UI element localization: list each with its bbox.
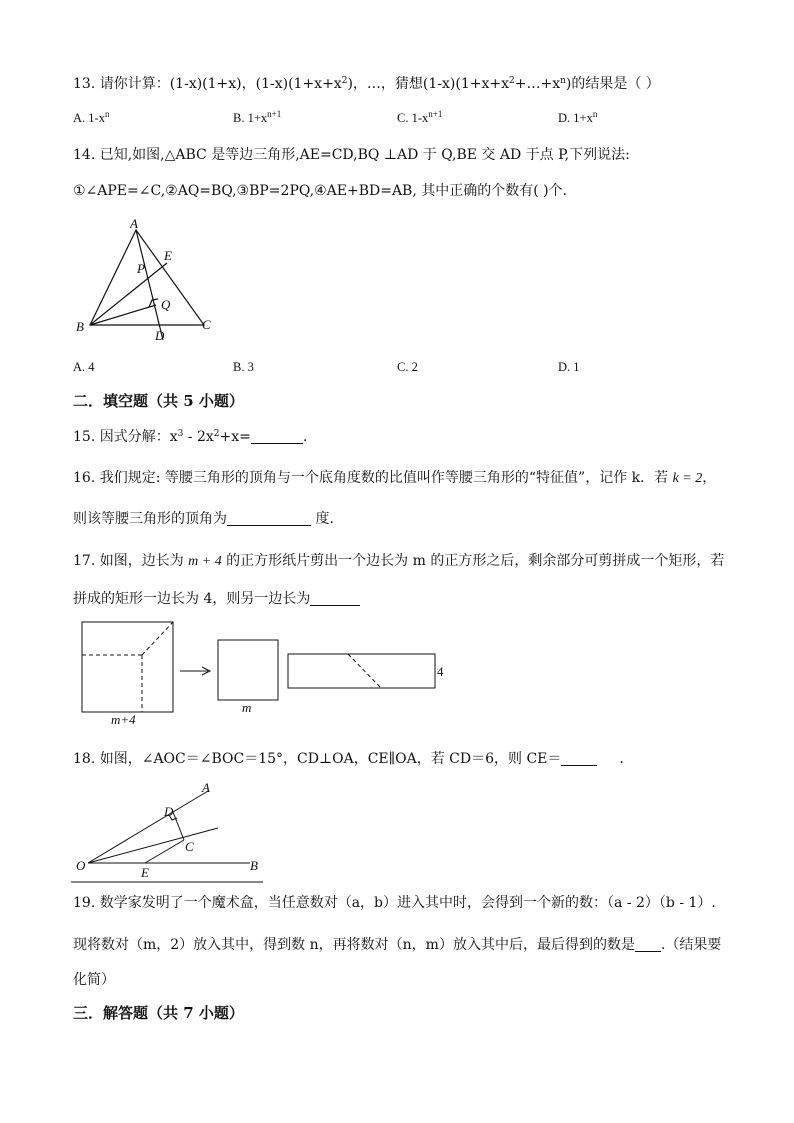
q14-label-p: P [137,261,145,276]
q19-answer-blank[interactable] [635,937,661,952]
q13-option-d: D. $1+x^n$ [558,109,598,125]
q14-option-d: D. 1 [558,360,580,374]
q18-label-e: E [141,865,149,880]
q14-option-c: C. 2 [397,360,418,374]
section-fill-in-heading: 二．填空题（共 5 小题） [73,392,244,410]
q14-label-q: Q [161,297,171,312]
q18-angle-figure [68,780,268,886]
q17-square-cut-figure [78,618,458,726]
q15-text: 15. 因式分解：$x^3 - 2x^2+x=$ . [73,429,308,445]
q18-label-c: C [185,839,194,854]
q18-answer-blank[interactable] [561,751,597,766]
q14-option-b: B. 3 [233,360,254,374]
q18-label-a: A [202,780,210,795]
q14-line2: ①∠APE=∠C,②AQ=BQ,③BP=2PQ,④AE+BD=AB, 其中正确的个数有( )个. [73,183,568,199]
q14-label-a: A [130,216,138,231]
q14-label-e: E [164,248,172,263]
q14-triangle-figure [70,215,230,345]
q19-line1: 19. 数学家发明了一个魔术盒，当任意数对（a，b）进入其中时，会得到一个新的数：（a - 2）（b - 1）. [73,895,716,911]
q18-label-b: B [250,858,258,873]
q19-line2: 现将数对（m，2）放入其中，得到数 n，再将数对（n，m）放入其中后，最后得到的数是 .（结果要 [73,937,722,953]
q17-answer-blank[interactable] [310,591,360,606]
q18-text: 18. 如图，∠AOC＝∠BOC＝15°，CD⊥OA，CE∥OA，若 CD＝6，则 CE＝ . [73,751,624,767]
q18-label-d: D [164,804,174,819]
q14-option-a: A. 4 [73,360,95,374]
q15-answer-blank[interactable] [251,429,303,444]
q13-text: 13. 请你计算：(1-x)(1+x)，$(1-x)(1+x+x^2)$，…，猜想$(1-x)(1+x+x^2+\dots+x^n)$的结果是（ ） [73,76,660,92]
q17-line2: 拼成的矩形一边长为 4，则另一边长为 [73,589,360,609]
q16-line1: 16. 我们规定: 等腰三角形的顶角与一个底角度数的比值叫作等腰三角形的“特征值”，记作 k．若 k = 2， [73,470,717,486]
q16-line2: 则该等腰三角形的顶角为 度. [73,511,334,527]
q17-label-m-plus-4: m+4 [111,712,136,726]
q14-label-d: D [155,328,165,343]
q19-line3: 化简） [73,972,115,988]
q14-label-b: B [76,319,84,334]
q18-label-o: O [76,858,86,873]
q13-option-c: C. $1-x^{n+1}$ [397,109,443,125]
q17-line1: 17. 如图，边长为 m + 4 的正方形纸片剪出一个边长为 m 的正方形之后，剩余部分可剪拼成一个矩形，若 [73,553,725,569]
section-answer-heading: 三．解答题（共 7 小题） [73,1004,244,1022]
q14-line1: 14. 已知,如图,△ABC 是等边三角形,AE=CD,BQ ⊥AD 于 Q,BE 交 AD 于点 P,下列说法: [73,147,630,163]
q16-answer-blank[interactable] [227,511,311,526]
q13-option-b: B. $1+x^{n+1}$ [233,109,282,125]
q17-label-4: 4 [437,664,444,679]
q13-option-a: A. $1-x^n$ [73,109,110,125]
q14-label-c: C [202,317,211,332]
q17-label-m: m [242,700,252,715]
